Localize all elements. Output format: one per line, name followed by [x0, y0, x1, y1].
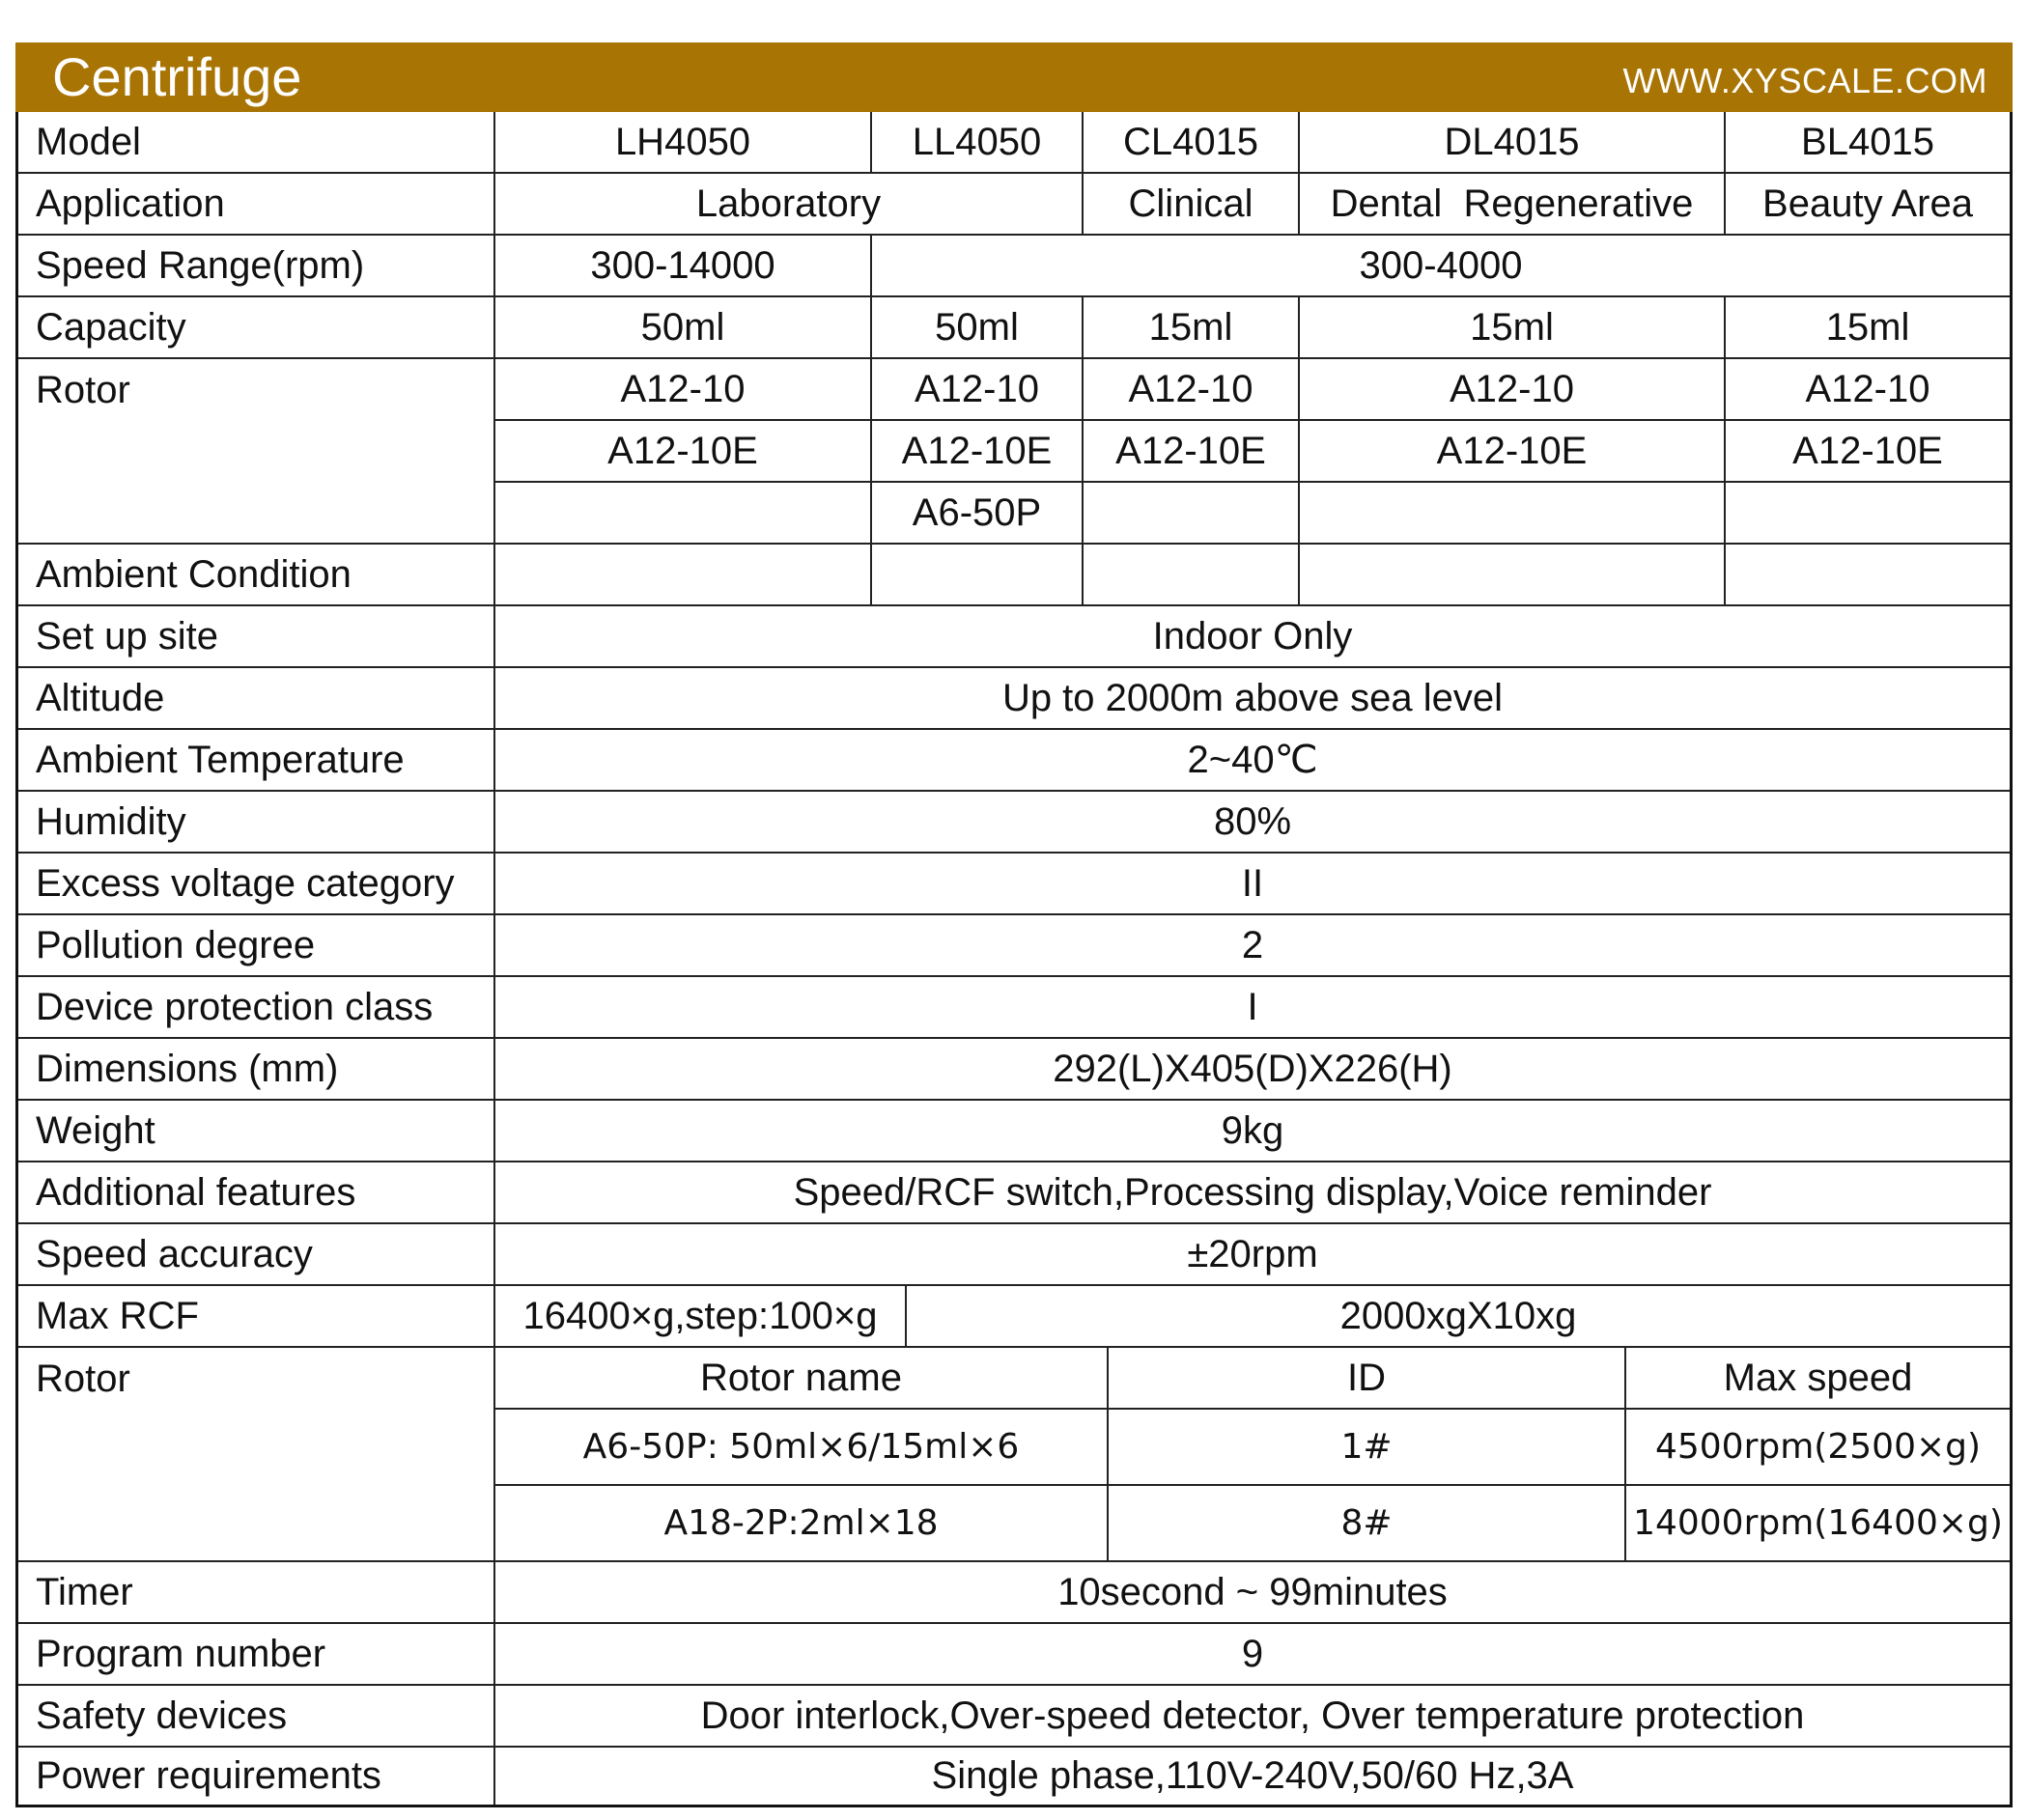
speed-range-others: 300-4000: [872, 236, 2010, 297]
rotor3-cl4015: [1084, 483, 1300, 545]
rotor1-lh4050: A12-10: [495, 359, 872, 421]
timer-value: 10second ~ 99minutes: [495, 1562, 2010, 1624]
safety-devices-value: Door interlock,Over-speed detector, Over temperature protection: [495, 1686, 2010, 1748]
setup-site-value: Indoor Only: [495, 606, 2010, 668]
rotor2-cl4015: A12-10E: [1084, 421, 1300, 483]
label-dimensions: Dimensions (mm): [18, 1039, 495, 1101]
additional-features-value: Speed/RCF switch,Processing display,Voice reminder: [495, 1162, 2010, 1224]
capacity-dl4015: 15ml: [1300, 297, 1726, 359]
label-altitude: Altitude: [18, 668, 495, 730]
rotor-header-id: ID: [1109, 1348, 1626, 1410]
rotor-row1-max-speed: 4500rpm(2500×g): [1626, 1410, 2010, 1486]
label-excess-voltage: Excess voltage category: [18, 854, 495, 915]
label-speed-range: Speed Range(rpm): [18, 236, 495, 297]
rotor1-dl4015: A12-10: [1300, 359, 1726, 421]
protection-class-value: I: [495, 977, 2010, 1039]
label-max-rcf: Max RCF: [18, 1286, 495, 1348]
rotor2-lh4050: A12-10E: [495, 421, 872, 483]
model-cl4015: CL4015: [1084, 112, 1300, 174]
model-dl4015: DL4015: [1300, 112, 1726, 174]
label-rotor-table: Rotor: [18, 1348, 495, 1562]
application-laboratory: Laboratory: [495, 174, 1084, 236]
header-bar: [15, 42, 2013, 112]
ambient-cl4015: [1084, 545, 1300, 606]
label-program-number: Program number: [18, 1624, 495, 1686]
capacity-lh4050: 50ml: [495, 297, 872, 359]
label-pollution-degree: Pollution degree: [18, 915, 495, 977]
rotor3-bl4015: [1726, 483, 2010, 545]
label-setup-site: Set up site: [18, 606, 495, 668]
rotor-header-name: Rotor name: [495, 1348, 1109, 1410]
capacity-ll4050: 50ml: [872, 297, 1084, 359]
rotor3-lh4050: [495, 483, 872, 545]
label-power-requirements: Power requirements: [18, 1748, 495, 1805]
max-rcf-lh: 16400×g,step:100×g: [495, 1286, 907, 1348]
rotor-row2-id: 8#: [1109, 1486, 1626, 1562]
label-ambient-condition: Ambient Condition: [18, 545, 495, 606]
label-weight: Weight: [18, 1101, 495, 1162]
label-rotor: Rotor: [18, 359, 495, 545]
excess-voltage-value: II: [495, 854, 2010, 915]
ambient-ll4050: [872, 545, 1084, 606]
rotor-row2-name: A18-2P:2ml×18: [495, 1486, 1109, 1562]
application-beauty: Beauty Area: [1726, 174, 2010, 236]
label-ambient-temperature: Ambient Temperature: [18, 730, 495, 792]
label-protection-class: Device protection class: [18, 977, 495, 1039]
label-safety-devices: Safety devices: [18, 1686, 495, 1748]
rotor2-dl4015: A12-10E: [1300, 421, 1726, 483]
capacity-cl4015: 15ml: [1084, 297, 1300, 359]
label-capacity: Capacity: [18, 297, 495, 359]
page-title: Centrifuge: [52, 46, 302, 107]
ambient-temperature-value: 2~40℃: [495, 730, 2010, 792]
ambient-dl4015: [1300, 545, 1726, 606]
label-humidity: Humidity: [18, 792, 495, 854]
model-lh4050: LH4050: [495, 112, 872, 174]
website-label: WWW.XYSCALE.COM: [1622, 61, 1987, 100]
application-dental: Dental Regenerative: [1300, 174, 1726, 236]
humidity-value: 80%: [495, 792, 2010, 854]
max-rcf-others: 2000xgX10xg: [907, 1286, 2010, 1348]
ambient-lh4050: [495, 545, 872, 606]
label-speed-accuracy: Speed accuracy: [18, 1224, 495, 1286]
speed-accuracy-value: ±20rpm: [495, 1224, 2010, 1286]
model-bl4015: BL4015: [1726, 112, 2010, 174]
rotor2-ll4050: A12-10E: [872, 421, 1084, 483]
program-number-value: 9: [495, 1624, 2010, 1686]
speed-range-lh: 300-14000: [495, 236, 872, 297]
spec-table: [15, 112, 2013, 1807]
rotor-row2-max-speed: 14000rpm(16400×g): [1626, 1486, 2010, 1562]
dimensions-value: 292(L)X405(D)X226(H): [495, 1039, 2010, 1101]
label-model: Model: [18, 112, 495, 174]
weight-value: 9kg: [495, 1101, 2010, 1162]
label-timer: Timer: [18, 1562, 495, 1624]
pollution-degree-value: 2: [495, 915, 2010, 977]
rotor1-ll4050: A12-10: [872, 359, 1084, 421]
model-ll4050: LL4050: [872, 112, 1084, 174]
application-clinical: Clinical: [1084, 174, 1300, 236]
power-requirements-value: Single phase,110V-240V,50/60 Hz,3A: [931, 1754, 1574, 1797]
rotor-row1-id: 1#: [1109, 1410, 1626, 1486]
capacity-bl4015: 15ml: [1726, 297, 2010, 359]
rotor2-bl4015: A12-10E: [1726, 421, 2010, 483]
rotor-header-max-speed: Max speed: [1626, 1348, 2010, 1410]
rotor3-dl4015: [1300, 483, 1726, 545]
spec-sheet: [15, 42, 2013, 1807]
label-application: Application: [18, 174, 495, 236]
rotor1-bl4015: A12-10: [1726, 359, 2010, 421]
altitude-value: Up to 2000m above sea level: [495, 668, 2010, 730]
rotor3-ll4050: A6-50P: [872, 483, 1084, 545]
rotor1-cl4015: A12-10: [1084, 359, 1300, 421]
label-additional-features: Additional features: [18, 1162, 495, 1224]
ambient-bl4015: [1726, 545, 2010, 606]
rotor-row1-name: A6-50P: 50ml×6/15ml×6: [495, 1410, 1109, 1486]
